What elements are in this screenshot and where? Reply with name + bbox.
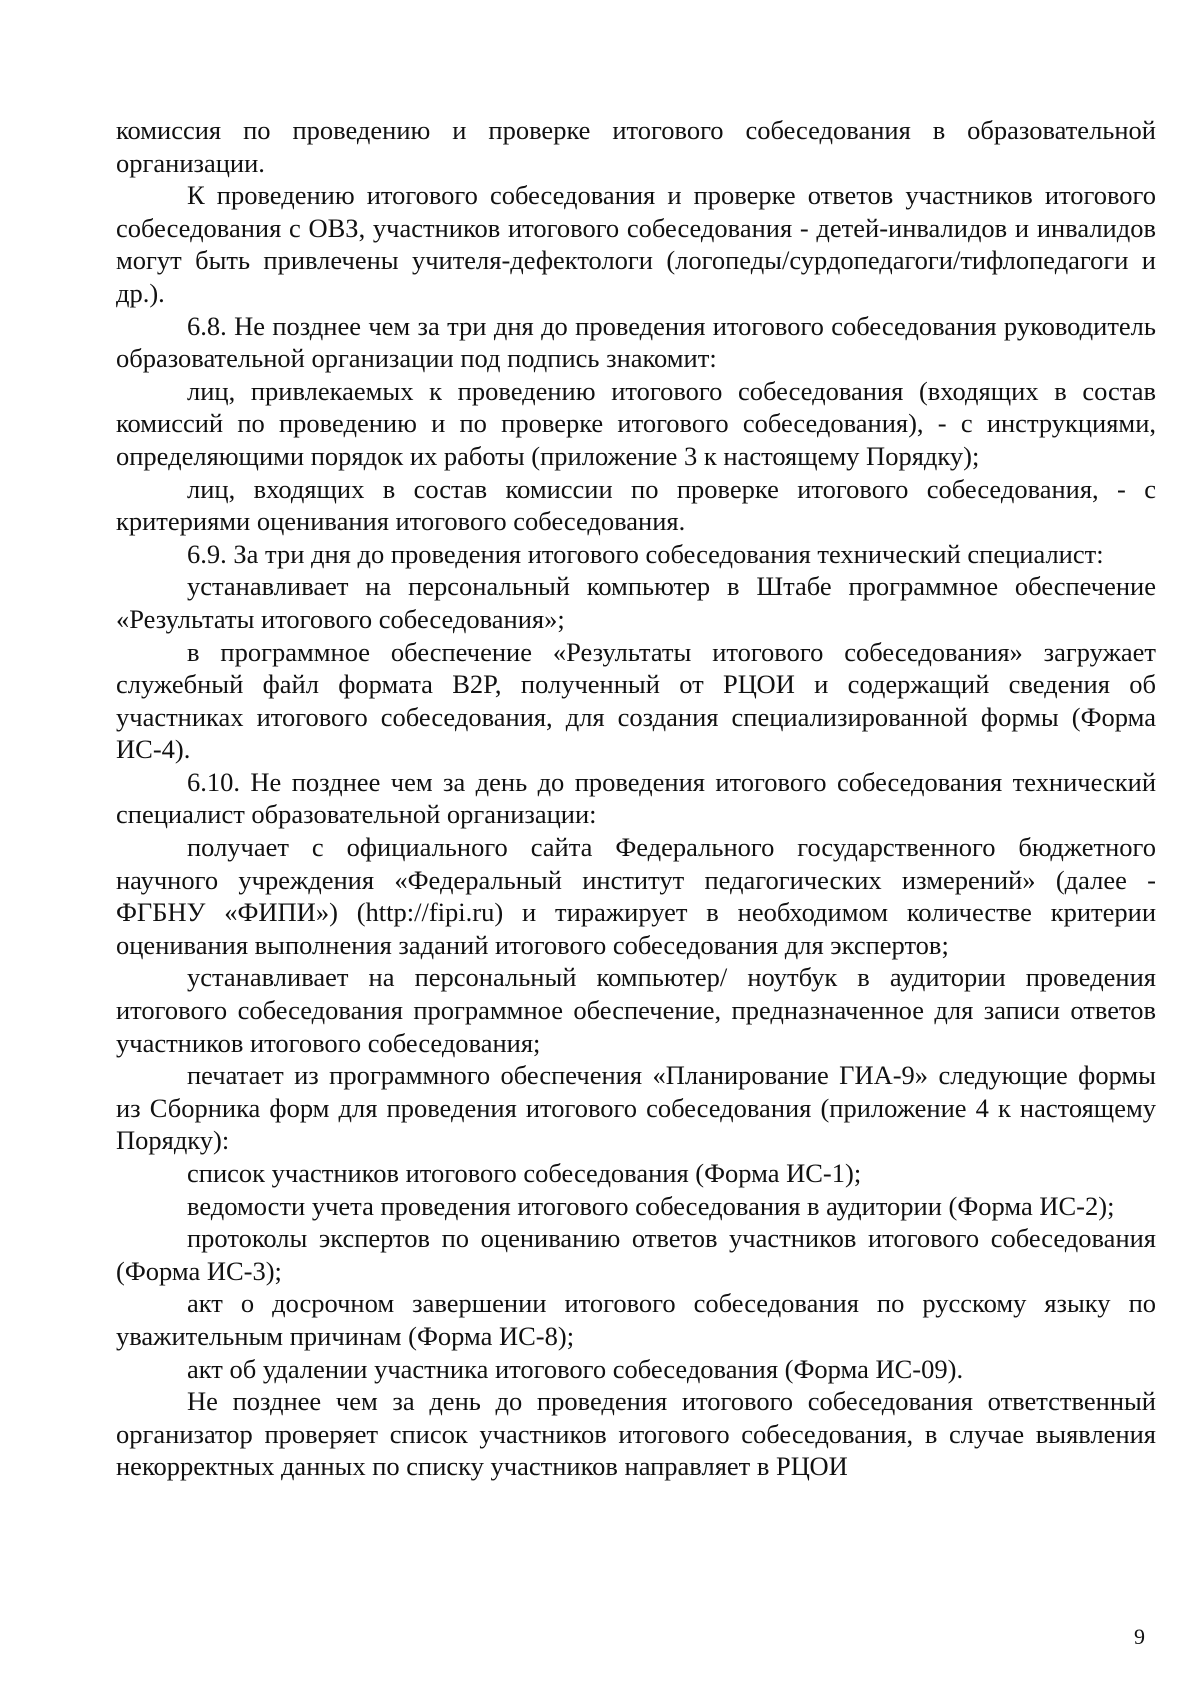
paragraph-6-10-item-criteria: получает с официального сайта Федерального государственного бюджетного научного учреждения «Федеральный институт педагогических измерений» (далее - ФГБНУ «ФИПИ») (http://fipi.ru) и тиражирует в необходимом количестве критерии оценивания выполнения заданий итогового собеседования для экспертов; bbox=[116, 832, 1156, 960]
document-body bbox=[116, 114, 1156, 1483]
paragraph-6-8: 6.8. Не позднее чем за три дня до проведения итогового собеседования руководитель образовательной организации под подпись знакомит: bbox=[116, 310, 1156, 374]
paragraph-6-8-item-criteria: лиц, входящих в состав комиссии по проверке итогового собеседования, - с критериями оценивания итогового собеседования. bbox=[116, 473, 1156, 537]
page-number: 9 bbox=[1134, 1624, 1145, 1649]
paragraph-6-9-item-load-file: в программное обеспечение «Результаты итогового собеседования» загружает служебный файл формата B2P, полученный от РЦОИ и содержащий сведения об участниках итогового собеседования, для создания специализированной формы (Форма ИС-4). bbox=[116, 636, 1156, 765]
paragraph-continuation: комиссия по проведению и проверке итогового собеседования в образовательной организации. bbox=[116, 115, 1156, 178]
form-item-is-8: акт о досрочном завершении итогового собеседования по русскому языку по уважительным причинам (Форма ИС-8); bbox=[116, 1288, 1156, 1351]
paragraph-6-9-item-install: устанавливает на персональный компьютер в Штабе программное обеспечение «Результаты итогового собеседования»; bbox=[116, 571, 1156, 634]
paragraph-organizer-check: Не позднее чем за день до проведения итогового собеседования ответственный организатор проверяет список участников итогового собеседования, в случае выявления некорректных данных по списку участников направляет в РЦОИ bbox=[116, 1386, 1156, 1482]
paragraph-defectologists: К проведению итогового собеседования и проверке ответов участников итогового собеседования с ОВЗ, участников итогового собеседования - детей-инвалидов и инвалидов могут быть привлечены учителя-дефектологи (логопеды/сурдопедагоги/тифлопедагоги и др.). bbox=[116, 180, 1156, 308]
paragraph-6-10-item-print-forms: печатает из программного обеспечения «Планирование ГИА-9» следующие формы из Сборника форм для проведения итогового собеседования (приложение 4 к настоящему Порядку): bbox=[116, 1060, 1156, 1156]
form-item-is-3: протоколы экспертов по оцениванию ответов участников итогового собеседования (Форма ИС-3); bbox=[116, 1223, 1156, 1286]
paragraph-6-10: 6.10. Не позднее чем за день до проведения итогового собеседования технический специалист образовательной организации: bbox=[116, 766, 1156, 830]
paragraph-6-9: 6.9. За три дня до проведения итогового собеседования технический специалист: bbox=[187, 538, 1104, 569]
form-item-is-2: ведомости учета проведения итогового собеседования в аудитории (Форма ИС-2); bbox=[187, 1190, 1115, 1221]
paragraph-6-10-item-software: устанавливает на персональный компьютер/ ноутбук в аудитории проведения итогового собеседования программное обеспечение, предназначенное для записи ответов участников итогового собеседования; bbox=[116, 962, 1156, 1058]
form-item-is-09: акт об удалении участника итогового собеседования (Форма ИС-09). bbox=[187, 1353, 964, 1384]
paragraph-6-8-item-instructions: лиц, привлекаемых к проведению итогового собеседования (входящих в состав комиссий по проведению и по проверке итогового собеседования), - с инструкциями, определяющими порядок их работы (приложение 3 к настоящему Порядку); bbox=[116, 375, 1156, 471]
form-item-is-1: список участников итогового собеседования (Форма ИС-1); bbox=[187, 1158, 862, 1188]
